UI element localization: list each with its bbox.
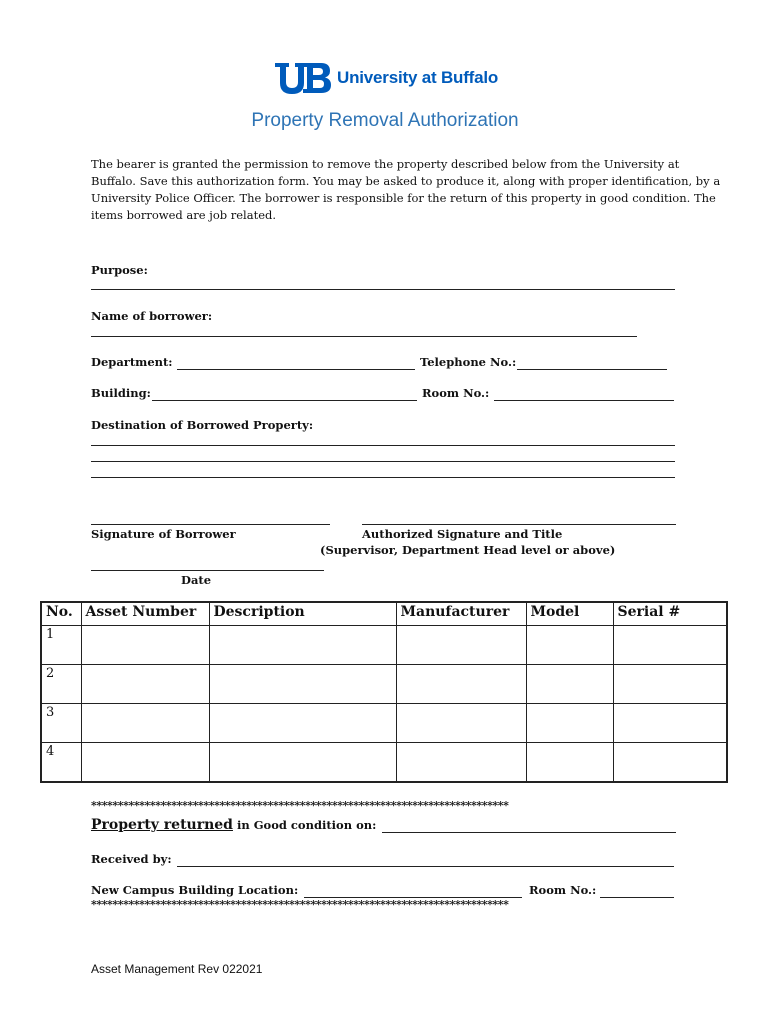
department-label: Department:	[91, 355, 173, 369]
borrower-signature-line[interactable]	[91, 524, 330, 525]
authorized-signature-caption: Authorized Signature and Title	[362, 527, 563, 541]
manufacturer-cell[interactable]	[396, 743, 526, 783]
authorized-signature-line[interactable]	[362, 524, 676, 525]
asset-number-cell[interactable]	[81, 704, 209, 743]
intro-paragraph: The bearer is granted the permission to remove the property described below from the University at Buffalo. Save this authorization form. You may be asked to produce it, along with proper identification, by a University Police Officer. The borrower is responsible for the return of this property in good condition. The items borrowed are job related.	[91, 157, 721, 222]
model-cell[interactable]	[526, 665, 613, 704]
table-row	[41, 704, 727, 743]
purpose-label: Purpose:	[91, 263, 148, 277]
destination-field-line-1[interactable]	[91, 445, 675, 446]
purpose-field[interactable]	[91, 289, 675, 290]
table-row	[41, 743, 727, 783]
building-field[interactable]	[152, 400, 417, 401]
asset-number-cell[interactable]	[81, 626, 209, 665]
destination-field-line-3[interactable]	[91, 477, 675, 478]
header-serial: Serial #	[613, 602, 727, 626]
borrower-name-label: Name of borrower:	[91, 309, 213, 323]
model-cell[interactable]	[526, 743, 613, 783]
model-cell[interactable]	[526, 704, 613, 743]
description-cell[interactable]	[209, 704, 396, 743]
date-line[interactable]	[91, 570, 324, 571]
row-number: 2	[41, 665, 81, 704]
header-description: Description	[209, 602, 396, 626]
header-manufacturer: Manufacturer	[396, 602, 526, 626]
new-location-label: New Campus Building Location:	[91, 883, 299, 897]
serial-cell[interactable]	[613, 704, 727, 743]
header-no: No.	[41, 602, 81, 626]
ub-logo-mark-icon	[273, 60, 333, 96]
destination-field-line-2[interactable]	[91, 461, 675, 462]
asset-number-cell[interactable]	[81, 743, 209, 783]
asset-number-cell[interactable]	[81, 665, 209, 704]
description-cell[interactable]	[209, 626, 396, 665]
manufacturer-cell[interactable]	[396, 665, 526, 704]
department-field[interactable]	[177, 369, 415, 370]
borrower-signature-caption: Signature of Borrower	[91, 527, 236, 541]
good-condition-label: in Good condition on:	[232, 818, 377, 832]
manufacturer-cell[interactable]	[396, 626, 526, 665]
model-cell[interactable]	[526, 626, 613, 665]
description-cell[interactable]	[209, 665, 396, 704]
date-caption: Date	[181, 573, 212, 587]
row-number: 3	[41, 704, 81, 743]
row-number: 1	[41, 626, 81, 665]
header-model: Model	[526, 602, 613, 626]
manufacturer-cell[interactable]	[396, 704, 526, 743]
returned-date-field[interactable]	[382, 832, 676, 833]
telephone-field[interactable]	[517, 369, 667, 370]
room-label: Room No.:	[422, 386, 490, 400]
returned-line	[91, 817, 376, 833]
telephone-label: Telephone No.:	[420, 355, 517, 369]
page-title: Property Removal Authorization	[251, 110, 519, 131]
description-cell[interactable]	[209, 743, 396, 783]
serial-cell[interactable]	[613, 626, 727, 665]
destination-label: Destination of Borrowed Property:	[91, 418, 314, 432]
row-number: 4	[41, 743, 81, 783]
footer-revision: Asset Management Rev 022021	[91, 962, 263, 976]
table-row	[41, 626, 727, 665]
table-header-row	[41, 602, 727, 626]
authorized-signature-note: (Supervisor, Department Head level or above)	[320, 543, 616, 557]
serial-cell[interactable]	[613, 743, 727, 783]
table-row	[41, 665, 727, 704]
star-divider-top: ******************************************************************************	[91, 799, 509, 812]
borrower-name-field[interactable]	[91, 336, 637, 337]
building-label: Building:	[91, 386, 151, 400]
ub-logo	[273, 60, 498, 96]
logo-wordmark: University at Buffalo	[337, 68, 499, 87]
new-room-label: Room No.:	[529, 883, 597, 897]
serial-cell[interactable]	[613, 665, 727, 704]
received-by-field[interactable]	[177, 866, 674, 867]
property-returned-label: Property returned	[91, 817, 233, 833]
header-asset-number: Asset Number	[81, 602, 209, 626]
received-by-label: Received by:	[91, 852, 172, 866]
asset-table	[40, 601, 728, 783]
star-divider-bottom: ******************************************************************************	[91, 898, 509, 911]
room-field[interactable]	[494, 400, 674, 401]
